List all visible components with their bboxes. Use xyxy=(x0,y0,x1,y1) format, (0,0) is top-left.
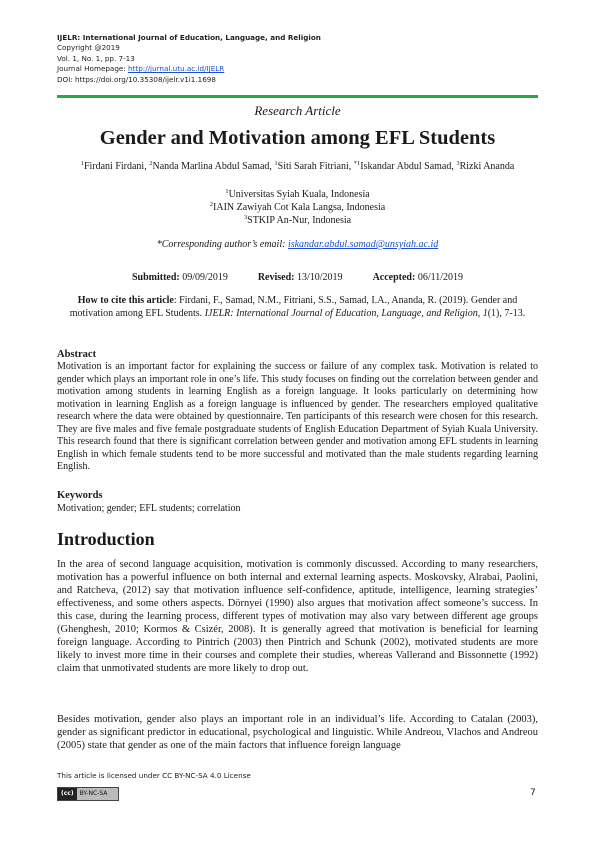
affiliation-name: IAIN Zawiyah Cot Kala Langsa, Indonesia xyxy=(213,202,386,213)
citation-block xyxy=(57,295,538,320)
affiliation-mark: 1 xyxy=(225,188,229,195)
body-paragraph: Besides motivation, gender also plays an important role in an individual’s life. According to Catalan (2003), gender as significant predictor in educational, psychological and linguistic. While Andreou, Vlachos and Andreou (2005) state that gender as one of the main factors that influence foreign language xyxy=(57,714,538,751)
revised-date: 13/10/2019 xyxy=(294,272,343,283)
abstract-text: Motivation is an important factor for explaining the success or failure of any complex task. Motivation is related to gender which plays an important role in one’s life. This study focuses on finding out the correlation between gender and motivation among students in learning English as a foreign language. It looks particularly on determining how motivation in learning English as a foreign language is influenced by gender. The researchers employed qualitative research where the data were obtained by questionnaire. Ten participants of this research were chosen for this research. They are five males and five female postgraduate students of English Education Department of Syiah Kuala University. This research found that there is significant correlation between gender and motivation among EFL students in learning English in which female students tend to be more successful and motivated than the male students regarding learning English. xyxy=(57,361,538,472)
copyright: Copyright @2019 xyxy=(57,43,120,53)
author-affil-mark: 3 xyxy=(456,160,460,167)
volume-info: Vol. 1, No. 1, pp. 7-13 xyxy=(57,53,135,63)
citation-label: How to cite this article xyxy=(77,295,174,306)
journal-masthead xyxy=(57,33,537,85)
affiliation-name: STKIP An-Nur, Indonesia xyxy=(247,215,352,226)
doi: DOI: https://doi.org/10.35308/ijelr.v1i1.1698 xyxy=(57,74,216,84)
license-notice: This article is licensed under CC BY-NC-SA 4.0 License xyxy=(57,771,251,780)
homepage-link[interactable]: http://jurnal.utu.ac.id/IJELR xyxy=(128,64,225,74)
author-affil-mark: 1 xyxy=(80,160,84,167)
header-divider xyxy=(57,95,538,98)
submitted-label: Submitted: xyxy=(131,272,180,283)
accepted-date: 06/11/2019 xyxy=(415,272,464,283)
author-affil-mark: *1 xyxy=(353,160,361,167)
author-name: Iskandar Abdul Samad, xyxy=(360,161,457,172)
author-name: Firdani Firdani, xyxy=(83,161,150,172)
page-number: 7 xyxy=(530,788,536,798)
cc-license-badge[interactable] xyxy=(57,787,119,801)
author-name: Nanda Marlina Abdul Samad, xyxy=(152,161,275,172)
author-affil-mark: 2 xyxy=(149,160,153,167)
abstract-heading: Abstract xyxy=(57,349,97,360)
cc-badge-label: BY-NC-SA xyxy=(79,790,108,797)
citation-journal: IJELR: International Journal of Education, Language, and Religion, 1 xyxy=(204,307,488,319)
revised-label: Revised: xyxy=(257,272,295,283)
accepted-label: Accepted: xyxy=(372,272,416,283)
article-title: Gender and Motivation among EFL Students xyxy=(99,127,496,149)
keywords-text: Motivation; gender; EFL students; correlation xyxy=(57,503,241,514)
affiliation-name: Universitas Syiah Kuala, Indonesia xyxy=(228,189,370,200)
homepage-label: Journal Homepage: xyxy=(57,64,129,74)
keywords-heading: Keywords xyxy=(57,490,103,501)
author-list xyxy=(0,160,595,172)
corresponding-label: *Corresponding author’s email: xyxy=(156,239,288,250)
author-name: Rizki Ananda xyxy=(459,161,515,172)
author-name: Siti Sarah Fitriani, xyxy=(277,161,354,172)
homepage-line xyxy=(57,64,537,74)
article-dates xyxy=(0,272,595,283)
journal-name: IJELR: International Journal of Education, Language, and Religion xyxy=(57,33,321,42)
citation-text: : Firdani, F., Samad, N.M., Fitriani, S.S., Samad, I.A., Ananda, R. (2019). Gender and motivation among EFL Students. xyxy=(69,295,518,319)
cc-icon: (cc) xyxy=(58,788,77,800)
introduction-heading: Introduction xyxy=(57,529,155,549)
submitted-date: 09/09/2019 xyxy=(179,272,228,283)
affiliation xyxy=(0,212,595,228)
affiliation-mark: 3 xyxy=(243,214,248,221)
author-affil-mark: 1 xyxy=(274,160,278,167)
body-paragraph: In the area of second language acquisition, motivation is commonly discussed. According to many researchers, motivation has a powerful influence on both internal and external learning aspects. Moskovsky, Alrabai, Paolini, and Ratcheva, (2012) say that motivation influence self-confidence, aptitude, intelligence, learning strategies’ effectiveness, and some others aspects. Dörnyei (1990) also argues that motivation affect someone’s success. In this case, during the learning process, different types of motivation may also vary between different age groups (Ghenghesh, 2010; Kormos & Csizér, 2008). It is generally agreed that motivation is beneficial for learning foreign language. According to Pintrich (2003) then Pintrich and Schunk (2002), motivated students are more likely to invest more time in their courses and complete their studies, whereas Vallerand and Bissonnette (1992) claim that unmotivated students are more likely to drop out. xyxy=(57,559,538,674)
corresponding-author xyxy=(0,239,595,250)
article-type: Research Article xyxy=(254,103,341,118)
affiliation-mark: 2 xyxy=(209,201,214,208)
citation-issue: (1), 7-13. xyxy=(487,307,526,319)
corresponding-email-link[interactable]: iskandar.abdul.samad@unsyiah.ac.id xyxy=(287,239,439,250)
